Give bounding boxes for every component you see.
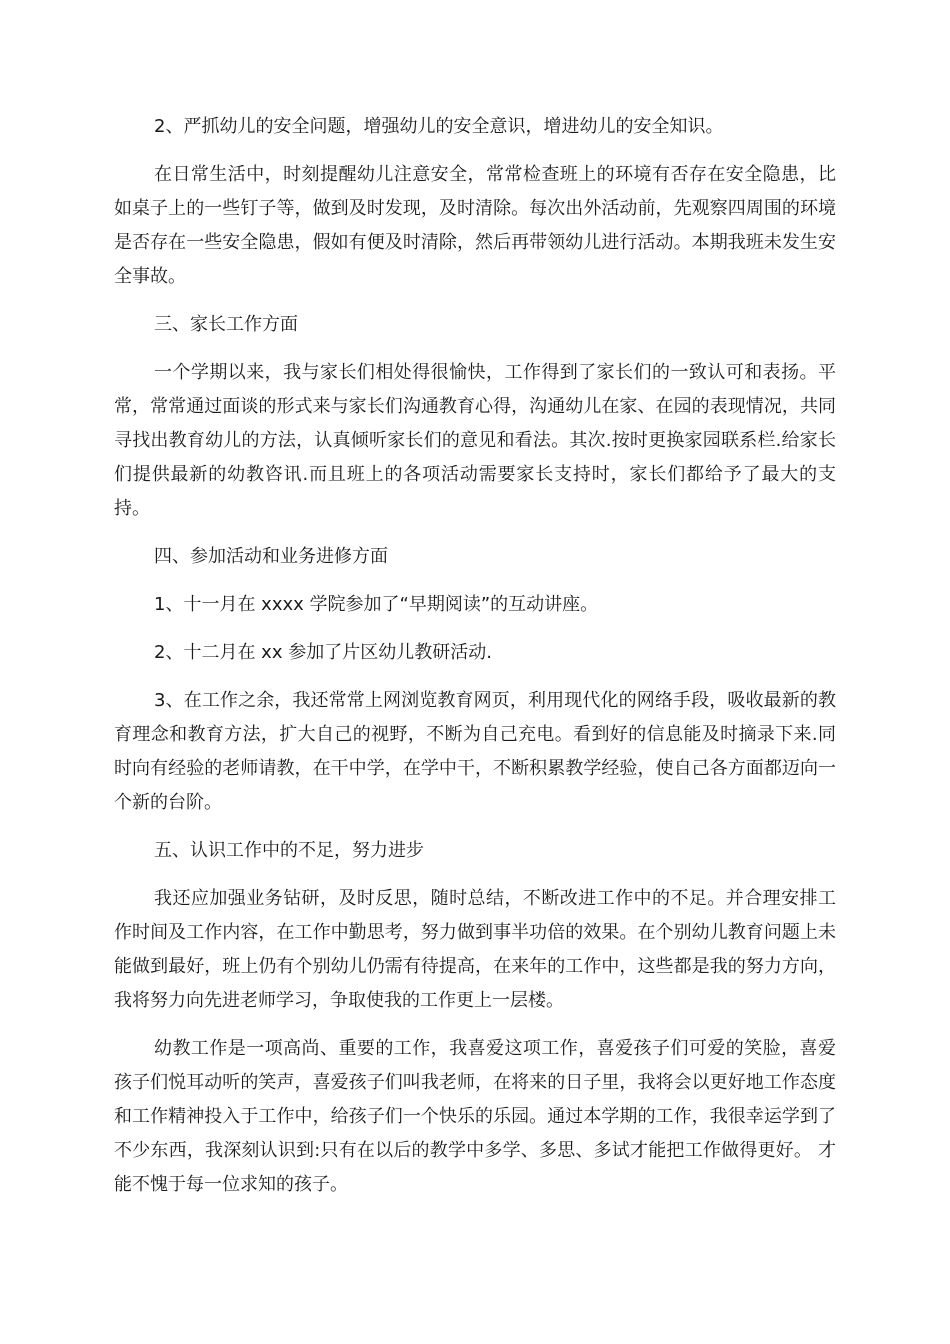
paragraph-activity-1: 1、十一月在 xxxx 学院参加了“早期阅读”的互动讲座。 [154,594,599,615]
paragraph-safety-item: 2、严抓幼儿的安全问题，增强幼儿的安全意识，增进幼儿的安全知识。 [154,116,724,137]
paragraph-conclusion: 幼教工作是一项高尚、重要的工作，我喜爱这项工作，喜爱孩子们可爱的笑脸，喜爱孩子们悦耳动听的笑声，喜爱孩子们叫我老师，在将来的日子里，我将会以更好地工作态度和工作精神投入于工作中，给孩子们一个快乐的乐园。通过本学期的工作，我很幸运学到了不少东西，我深刻认识到:只有在以后的教学中多学、多思、多试才能把工作做得更好。 才能不愧于每一位求知的孩子。 [114,1038,836,1195]
section-heading-activities: 四、参加活动和业务进修方面 [154,546,388,567]
paragraph-parents-detail: 一个学期以来，我与家长们相处得很愉快，工作得到了家长们的一致认可和表扬。平常，常常通过面谈的形式来与家长们沟通教育心得，沟通幼儿在家、在园的表现情况，共同寻找出教育幼儿的方法，认真倾听家长们的意见和看法。其次.按时更换家园联系栏.给家长们提供最新的幼教咨讯.而且班上的各项活动需要家长支持时，家长们都给予了最大的支持。 [114,362,836,519]
paragraph-shortcomings-detail: 我还应加强业务钻研，及时反思，随时总结，不断改进工作中的不足。并合理安排工作时间及工作内容，在工作中勤思考，努力做到事半功倍的效果。在个别幼儿教育问题上未能做到最好，班上仍有个别幼儿仍需有待提高，在来年的工作中，这些都是我的努力方向，我将努力向先进老师学习，争取使我的工作更上一层楼。 [114,888,836,1011]
paragraph-activity-3: 3、在工作之余，我还常常上网浏览教育网页，利用现代化的网络手段，吸收最新的教育理念和教育方法，扩大自己的视野，不断为自己充电。看到好的信息能及时摘录下来.同时向有经验的老师请教，在干中学，在学中干，不断积累教学经验，使自己各方面都迈向一个新的台阶。 [114,690,836,813]
section-heading-parents: 三、家长工作方面 [154,314,298,335]
section-heading-shortcomings: 五、认识工作中的不足，努力进步 [154,840,424,861]
paragraph-activity-2: 2、十二月在 xx 参加了片区幼儿教研活动. [154,642,492,663]
paragraph-safety-detail: 在日常生活中，时刻提醒幼儿注意安全，常常检查班上的环境有否存在安全隐患，比如桌子上的一些钉子等，做到及时发现，及时清除。每次出外活动前，先观察四周围的环境是否存在一些安全隐患，假如有便及时清除，然后再带领幼儿进行活动。本期我班未发生安全事故。 [114,164,836,287]
document-body [114,110,836,1216]
